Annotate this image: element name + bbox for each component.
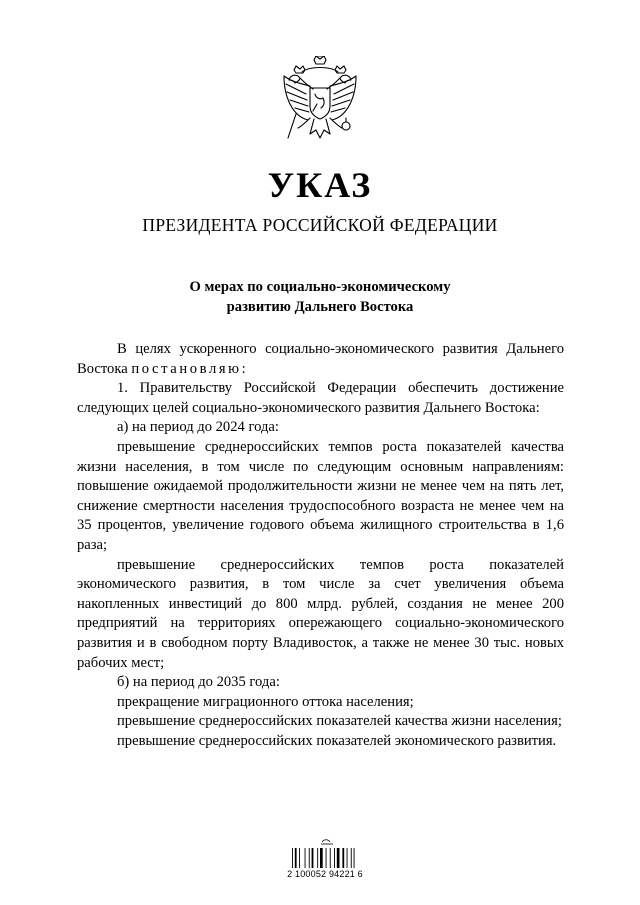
body-paragraph: превышение среднероссийских показателей экономического развития. <box>117 732 557 749</box>
decree-heading <box>100 277 540 317</box>
body-paragraph: превышение среднероссийских темпов роста показателей экономического развития, в том числе за счет увеличения объема накопленных инвестиций до 800 млрд. рублей, создания не менее 200 предприятий на территориях опережающего социально-экономического развития и в свободном порту Владивосток, а также не менее 30 тыс. новых рабочих мест; <box>77 556 564 671</box>
body-paragraph: превышение среднероссийских показателей качества жизни населения; <box>117 713 562 730</box>
decree-title: УКАЗ <box>267 165 373 205</box>
barcode-number: 2 100052 94221 6 <box>287 869 363 879</box>
body-paragraph: 1. Правительству Российской Федерации обеспечить достижение следующих целей социально-экономического развития Дальнего Востока: <box>77 380 564 416</box>
decree-issuer: ПРЕЗИДЕНТА РОССИЙСКОЙ ФЕДЕРАЦИИ <box>142 215 498 235</box>
intro-text: В целях ускоренного социально-экономического развития Дальнего Востока <box>77 341 564 377</box>
decree-body <box>77 340 564 751</box>
heading-line: О мерах по социально-экономическому <box>189 279 451 295</box>
barcode-icon <box>288 838 366 890</box>
intro-paragraph <box>77 340 564 379</box>
body-paragraph: а) на период до 2024 года: <box>117 419 279 436</box>
heading-line: развитию Дальнего Востока <box>226 299 414 315</box>
body-paragraph: превышение среднероссийских темпов роста показателей качества жизни населения, в том числе по следующим основным направлениям: повышение ожидаемой продолжительности жизни не менее чем на пять лет, снижение смертности населения трудоспособного возраста не менее чем на 35 процентов, увеличение годового объема жилищного строительства в 1,6 раза; <box>77 438 564 553</box>
double-headed-eagle-emblem-icon <box>280 56 360 148</box>
body-paragraph: прекращение миграционного оттока населения; <box>117 693 414 710</box>
intro-colon: : <box>241 360 246 377</box>
body-paragraph: б) на период до 2035 года: <box>117 674 280 691</box>
intro-resolve-word: постановляю <box>131 360 242 377</box>
